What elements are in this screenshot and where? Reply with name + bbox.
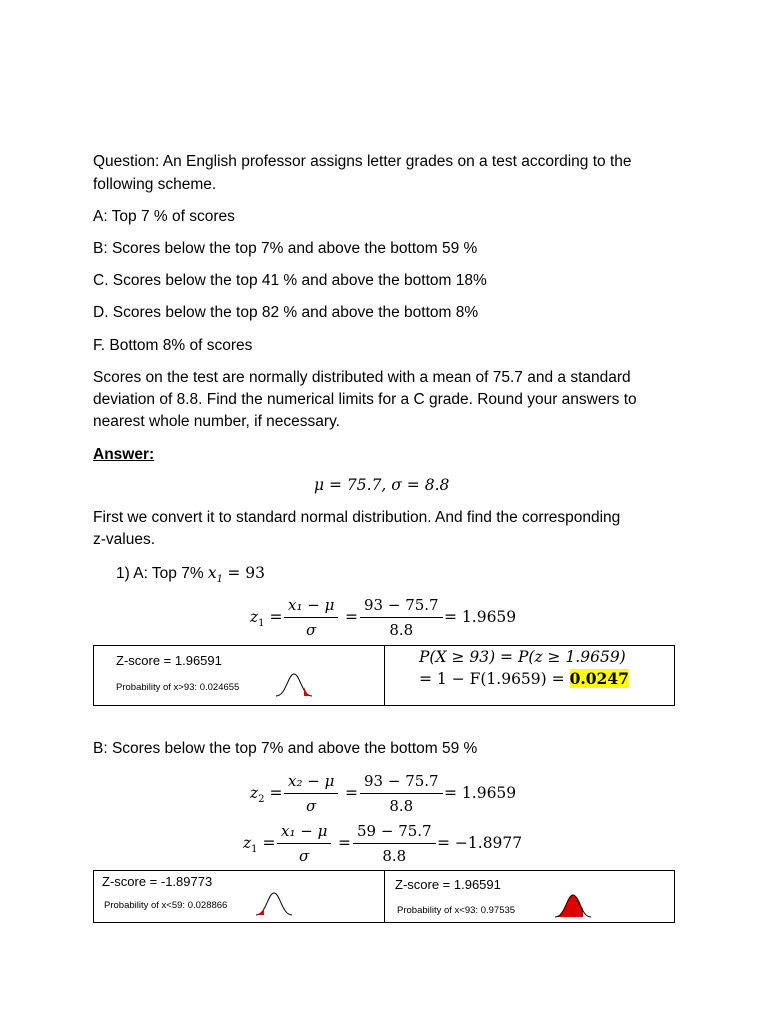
z2-fraction-numeric: 93 − 75.7 8.8 (360, 772, 443, 815)
z1b-lhs: $z_1$ = (243, 834, 276, 856)
step1 (116, 562, 265, 591)
normal-curve-right-icon (553, 891, 593, 921)
probability-line-2: = 1 − F(1.9659) = 0.0247 (419, 669, 629, 688)
probability-calculation-1 (385, 646, 674, 705)
description-line-2: deviation of 8.8. Find the numerical limits for a C grade. Round your answers to (93, 391, 637, 408)
z2-equals: = (345, 784, 358, 802)
question-line-2: following scheme. (93, 176, 217, 193)
normal-curve-icon (274, 670, 314, 700)
highlighted-result: 0.0247 (569, 669, 629, 688)
probability-line-1: P(X ≥ 93) = P(z ≥ 1.9659) (419, 648, 626, 666)
grade-a: A: Top 7 % of scores (93, 208, 235, 225)
calculator-output-left (94, 871, 385, 922)
section-b-heading: B: Scores below the top 7% and above the bottom 59 % (93, 740, 478, 757)
step1-variable: $x_1$ (207, 564, 224, 586)
z1b-fraction-numeric: 59 − 75.7 8.8 (353, 822, 436, 865)
description-line-1: Scores on the test are normally distributed with a mean of 75.7 and a standard (93, 369, 631, 386)
grade-b: B: Scores below the top 7% and above the bottom 59 % (93, 240, 478, 257)
z1-equals: = (345, 608, 358, 626)
z1b-equals: = (338, 834, 351, 852)
z2-fraction-symbolic: x₂ − μ σ (284, 772, 338, 815)
mean-value: μ = 75.7, (314, 476, 387, 494)
result-table-1 (93, 645, 675, 706)
normal-curve-left-icon (254, 889, 294, 919)
z2-result: = 1.9659 (444, 784, 517, 802)
description-line-3: nearest whole number, if necessary. (93, 413, 340, 430)
grade-c: C. Scores below the top 41 % and above the bottom 18% (93, 272, 487, 289)
answer-heading: Answer: (93, 446, 155, 463)
intro-line-2: z-values. (93, 531, 156, 548)
calculator-output-right (385, 871, 674, 922)
probability-left: Probability of x<59: 0.028866 (104, 900, 228, 911)
question-line-1: Question: An English professor assigns letter grades on a test according to the (93, 153, 632, 170)
sigma-value: σ = 8.8 (391, 476, 450, 494)
z1b-fraction-symbolic: x₁ − μ σ (277, 822, 331, 865)
z1-fraction-symbolic: x₁ − μ σ (284, 596, 338, 639)
z1b-result: = −1.8977 (437, 834, 523, 852)
zscore-right: Z-score = 1.96591 (395, 877, 501, 892)
result-table-2 (93, 870, 675, 923)
grade-d: D. Scores below the top 82 % and above the bottom 8% (93, 304, 479, 321)
parameters (314, 476, 449, 494)
z1-fraction-numeric: 93 − 75.7 8.8 (360, 596, 443, 639)
probability-label: Probability of x>93: 0.024655 (116, 682, 240, 693)
step1-value: = 93 (227, 564, 265, 582)
probability-right: Probability of x<93: 0.97535 (397, 905, 516, 916)
calculator-output-1 (94, 646, 385, 705)
zscore-left: Z-score = -1.89773 (102, 874, 213, 889)
z1-lhs: $z_1$ = (250, 608, 283, 630)
z2-lhs: $z_2$ = (250, 784, 283, 806)
grade-f: F. Bottom 8% of scores (93, 337, 253, 354)
step1-label: 1) A: Top 7% (116, 565, 204, 582)
zscore-label: Z-score = 1.96591 (116, 653, 222, 668)
z1-result: = 1.9659 (444, 608, 517, 626)
intro-line-1: First we convert it to standard normal distribution. And find the corresponding (93, 509, 621, 526)
